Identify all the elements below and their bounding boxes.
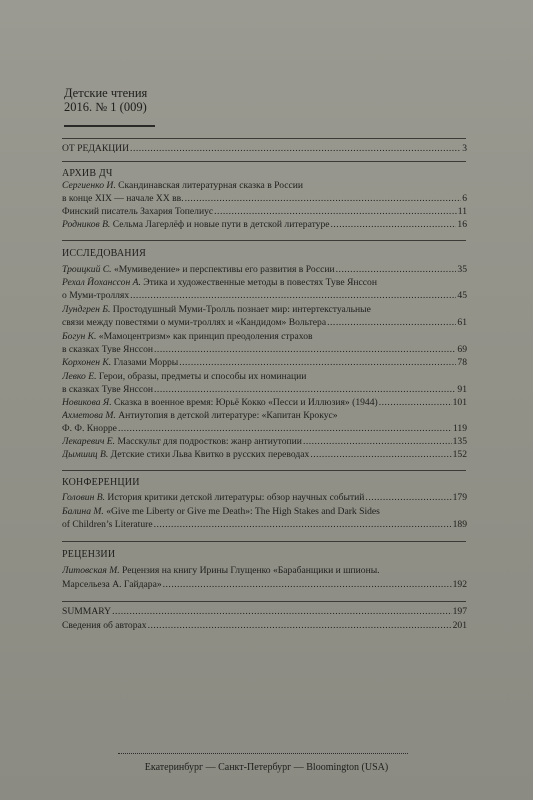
authors-info-label: Сведения об авторах xyxy=(62,620,147,631)
leader-dots xyxy=(331,219,457,231)
leader-dots xyxy=(185,193,462,205)
section-title: РЕЦЕНЗИИ xyxy=(62,549,116,560)
section-title: ИССЛЕДОВАНИЯ xyxy=(62,248,147,259)
toc-entry xyxy=(62,620,467,632)
entry-author: Литовская М. xyxy=(62,565,120,576)
page-number: 119 xyxy=(452,423,467,434)
leader-dots xyxy=(365,492,451,504)
entry-title: Антиутопия в детской литературе: «Капитан Крокус» xyxy=(118,410,338,421)
entry-author: Родников В. xyxy=(62,219,111,230)
entry-title: Сказка в военное время: Юрьё Кокко «Песси и Иллюзия» (1944) xyxy=(114,397,378,408)
entry-author: Богун К. xyxy=(62,331,97,342)
footer-dotted-rule xyxy=(118,753,408,754)
entry-author: Лекаревич Е. xyxy=(62,436,116,447)
toc-entry xyxy=(62,449,467,461)
entry-author: Рехал Йоханссон А. xyxy=(62,277,141,288)
toc-entry xyxy=(62,506,467,518)
entry-title: Простодушный Муми-Тролль познает мир: интертекстуальные xyxy=(112,304,371,315)
journal-header xyxy=(64,86,147,114)
entry-author: Балина М. xyxy=(62,506,104,517)
leader-dots xyxy=(327,317,456,329)
page-number: 69 xyxy=(457,344,467,355)
page-number: 61 xyxy=(457,317,467,328)
page-number: 78 xyxy=(457,357,467,368)
leader-dots xyxy=(130,290,456,302)
leader-dots xyxy=(118,423,452,435)
toc-entry-continuation xyxy=(62,423,467,435)
entry-title: «Give me Liberty or Give me Death»: The High Stakes and Dark Sides xyxy=(106,506,380,517)
page-number: 192 xyxy=(452,579,467,590)
leader-dots xyxy=(303,436,452,448)
entry-author: Троицкий С. xyxy=(62,264,112,275)
entry-author: Дымшиц В. xyxy=(62,449,109,460)
entry-author: Головин В. xyxy=(62,492,105,503)
summary-label: SUMMARY xyxy=(62,606,112,617)
leader-dots xyxy=(379,397,452,409)
journal-title: Детские чтения xyxy=(64,86,148,100)
leader-dots xyxy=(336,264,457,276)
entry-title: История критики детской литературы: обзор научных событий xyxy=(107,492,365,503)
page-number: 91 xyxy=(457,384,467,395)
entry-title: of Children’s Literature xyxy=(62,519,153,530)
leader-dots xyxy=(130,143,461,155)
toc-entry-continuation xyxy=(62,193,467,205)
leader-dots xyxy=(148,620,452,632)
toc-entry xyxy=(62,492,467,504)
entry-title: в сказках Туве Янссон xyxy=(62,384,154,395)
page-number: 101 xyxy=(452,397,467,408)
section-title: АРХИВ ДЧ xyxy=(62,168,113,179)
entry-title: Детские стихи Льва Квитко в русских переводах xyxy=(110,449,310,460)
entry-author: Ахметова М. xyxy=(62,410,116,421)
toc-entry-continuation xyxy=(62,290,467,302)
toc-entry xyxy=(62,436,467,448)
section-divider xyxy=(62,240,466,241)
toc-entry xyxy=(62,410,467,422)
page-number: 11 xyxy=(457,206,467,217)
footer-cities: Екатеринбург — Санкт-Петербург — Bloomington (USA) xyxy=(144,762,389,773)
entry-author: Левко Е. xyxy=(62,371,97,382)
entry-title: «Мумиведение» и перспективы его развития в России xyxy=(113,264,335,275)
toc-entry xyxy=(62,206,467,218)
editorial-label: ОТ РЕДАКЦИИ xyxy=(62,143,130,154)
leader-dots xyxy=(214,206,457,218)
toc-entry xyxy=(62,264,467,276)
page-number: 16 xyxy=(457,219,467,230)
page-number: 135 xyxy=(452,436,467,447)
entry-title: Скандинавская литературная сказка в России xyxy=(118,180,304,191)
toc-entry-continuation xyxy=(62,579,467,591)
entry-author: Новикова Я. xyxy=(62,397,112,408)
toc-entry xyxy=(62,565,467,577)
entry-title: Финский писатель Захария Топелиус xyxy=(62,206,214,217)
page-number: 35 xyxy=(457,264,467,275)
toc-entry-continuation xyxy=(62,519,467,531)
entry-title: Ф. Ф. Кнорре xyxy=(62,423,117,434)
leader-dots xyxy=(179,357,456,369)
leader-dots xyxy=(163,579,452,591)
section-title: КОНФЕРЕНЦИИ xyxy=(62,477,140,488)
toc-entry xyxy=(62,397,467,409)
toc-entry xyxy=(62,331,467,343)
leader-dots xyxy=(154,344,456,356)
page-number: 201 xyxy=(452,620,467,631)
entry-title: в конце XIX — начале XX вв. xyxy=(62,193,184,204)
section-divider xyxy=(62,601,466,602)
leader-dots xyxy=(310,449,451,461)
header-rule xyxy=(64,125,155,127)
toc-entry xyxy=(62,606,467,618)
entry-title: Этика и художественные методы в повестях Туве Янссон xyxy=(143,277,377,288)
toc-entry xyxy=(62,357,467,369)
page-number: 179 xyxy=(452,492,467,503)
entry-title: о Муми-троллях xyxy=(62,290,130,301)
entry-title: Сельма Лагерлёф и новые пути в детской литературе xyxy=(112,219,330,230)
toc-entry-continuation xyxy=(62,344,467,356)
page-number: 6 xyxy=(462,193,467,204)
toc-entry xyxy=(62,277,467,289)
section-divider xyxy=(62,541,466,542)
section-divider xyxy=(62,470,466,471)
entry-title: «Мамоцентризм» как принцип преодоления страхов xyxy=(98,331,313,342)
page-number: 45 xyxy=(457,290,467,301)
entry-title: Марсельеза А. Гайдара» xyxy=(62,579,162,590)
editorial-entry xyxy=(62,143,467,155)
entry-title: Рецензия на книгу Ирины Глущенко «Барабанщики и шпионы. xyxy=(122,565,380,576)
leader-dots xyxy=(112,606,452,618)
entry-title: связи между повестями о муми-троллях и «Кандидом» Вольтера xyxy=(62,317,327,328)
leader-dots xyxy=(154,519,452,531)
entry-author: Сергиенко И. xyxy=(62,180,116,191)
entry-title: в сказках Туве Янссон xyxy=(62,344,154,355)
section-divider xyxy=(62,161,466,162)
entry-author: Корхонен К. xyxy=(62,357,112,368)
entry-title: Герои, образы, предметы и способы их номинации xyxy=(98,371,307,382)
toc-entry-continuation xyxy=(62,384,467,396)
toc-entry xyxy=(62,371,467,383)
toc-entry xyxy=(62,304,467,316)
toc-entry xyxy=(62,219,467,231)
leader-dots xyxy=(154,384,456,396)
top-divider xyxy=(62,138,466,139)
toc-entry-continuation xyxy=(62,317,467,329)
page-number: 189 xyxy=(452,519,467,530)
page-number: 197 xyxy=(452,606,467,617)
page-number: 152 xyxy=(452,449,467,460)
toc-entry xyxy=(62,180,467,192)
entry-title: Масскульт для подростков: жанр антиутопии xyxy=(117,436,302,447)
journal-issue: 2016. № 1 (009) xyxy=(64,100,147,114)
entry-title: Глазами Морры xyxy=(113,357,179,368)
page-number: 3 xyxy=(462,143,467,154)
entry-author: Лундгрен Б. xyxy=(62,304,111,315)
